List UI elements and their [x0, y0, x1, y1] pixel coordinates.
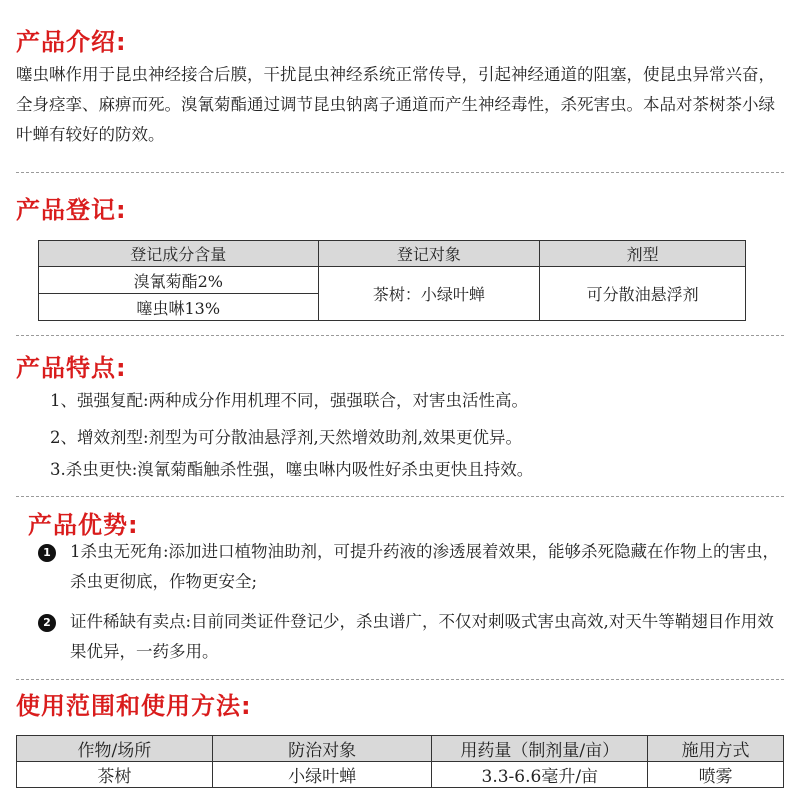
- usage-method: 喷雾: [648, 762, 784, 788]
- registration-header-target: 登记对象: [318, 241, 540, 267]
- registration-ingredient: 溴氰菊酯2%: [39, 267, 319, 294]
- divider: [16, 335, 784, 336]
- intro-text: 噻虫啉作用于昆虫神经接合后膜，干扰昆虫神经系统正常传导，引起神经通道的阻塞，使昆虫异常兴奋，全身痉挛、麻痹而死。溴氰菊酯通过调节昆虫钠离子通道而产生神经毒性，杀死害虫。本品对茶树茶小绿叶蝉有较好的防效。: [16, 65, 775, 144]
- divider: [16, 172, 784, 173]
- features-title: 产品特点:: [16, 354, 127, 382]
- number-badge-icon: 2: [38, 614, 56, 632]
- feature-item: 3.杀虫更快:溴氰菊酯触杀性强，噻虫啉内吸性好杀虫更快且持效。: [50, 460, 534, 479]
- usage-crop: 茶树: [17, 762, 213, 788]
- divider: [16, 496, 784, 497]
- usage-table: [16, 735, 784, 788]
- usage-target: 小绿叶蝉: [212, 762, 432, 788]
- usage-header-crop: 作物/场所: [17, 736, 213, 762]
- divider: [16, 679, 784, 680]
- intro-title: 产品介绍:: [16, 28, 127, 56]
- feature-item: 2、增效剂型:剂型为可分散油悬浮剂,天然增效助剂,效果更优异。: [50, 428, 523, 447]
- registration-header-formulation: 剂型: [540, 241, 746, 267]
- registration-formulation: 可分散油悬浮剂: [540, 267, 746, 321]
- usage-header-target: 防治对象: [212, 736, 432, 762]
- advantage-item: 1杀虫无死角:添加进口植物油助剂，可提升药液的渗透展着效果，能够杀死隐藏在作物上的害虫，杀虫更彻底，作物更安全;: [70, 542, 780, 591]
- advantages-title: 产品优势:: [28, 511, 139, 539]
- feature-item: 1、强强复配:两种成分作用机理不同，强强联合，对害虫活性高。: [50, 391, 529, 410]
- registration-title: 产品登记:: [16, 196, 127, 224]
- usage-title: 使用范围和使用方法:: [16, 692, 252, 720]
- advantage-item: 证件稀缺有卖点:目前同类证件登记少，杀虫谱广，不仅对刺吸式害虫高效,对天牛等鞘翅目作用效果优异，一药多用。: [70, 612, 774, 661]
- registration-header-ingredients: 登记成分含量: [39, 241, 319, 267]
- registration-target: 茶树：小绿叶蝉: [318, 267, 540, 321]
- usage-header-dosage: 用药量（制剂量/亩）: [432, 736, 648, 762]
- registration-table: [38, 240, 746, 321]
- usage-header-method: 施用方式: [648, 736, 784, 762]
- usage-dosage: 3.3-6.6毫升/亩: [432, 762, 648, 788]
- number-badge-icon: 1: [38, 544, 56, 562]
- registration-ingredient: 噻虫啉13%: [39, 294, 319, 321]
